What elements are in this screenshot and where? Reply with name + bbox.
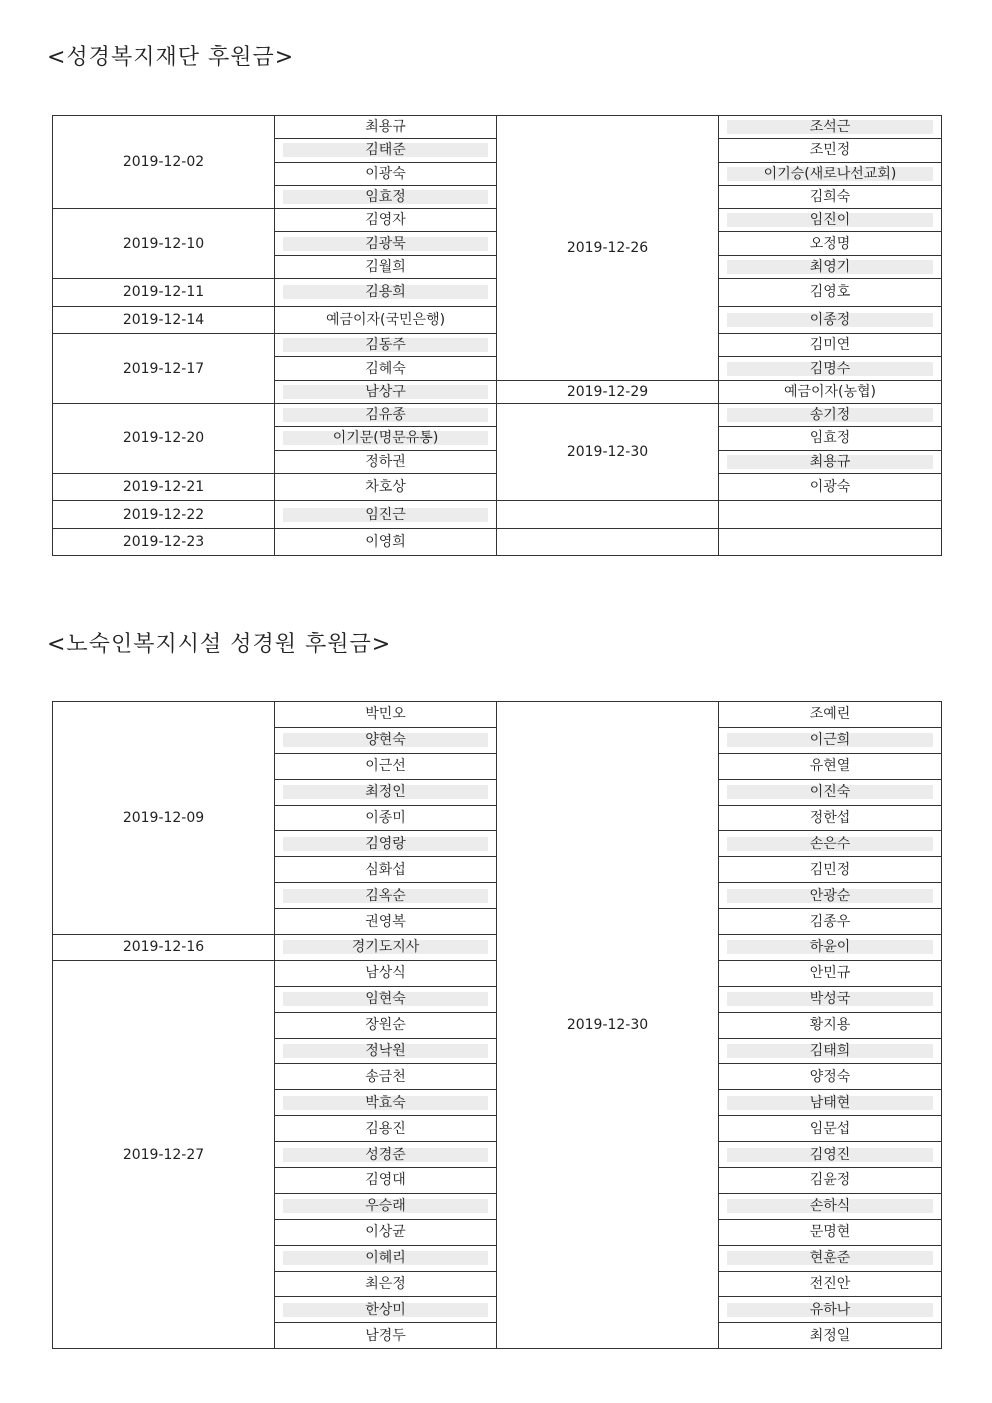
donor-name: 이종정 xyxy=(727,313,933,327)
donor-name: 김미연 xyxy=(809,337,851,354)
date-cell: 2019-12-02 xyxy=(53,116,275,209)
donor-name: 김태희 xyxy=(727,1044,933,1058)
donor-name: 이혜리 xyxy=(283,1251,488,1265)
donor-cell xyxy=(275,1193,497,1219)
donor-name: 이영희 xyxy=(365,534,406,551)
donor-cell xyxy=(275,960,497,986)
donor-cell xyxy=(275,1012,497,1038)
date-cell: 2019-12-30 xyxy=(497,702,719,1349)
donation-table-foundation xyxy=(52,115,942,556)
donor-cell xyxy=(719,779,942,805)
donor-name: 성경준 xyxy=(283,1148,488,1162)
donor-name: 권영복 xyxy=(365,913,406,930)
donor-cell xyxy=(719,1012,942,1038)
donor-name: 최용규 xyxy=(727,455,933,469)
donor-cell xyxy=(719,1297,942,1323)
donor-name: 한상미 xyxy=(283,1303,488,1317)
donor-cell xyxy=(719,427,942,450)
donor-name: 유현열 xyxy=(809,758,851,775)
donor-cell xyxy=(719,1116,942,1142)
table-row xyxy=(53,528,942,556)
donor-cell xyxy=(275,528,497,556)
donor-cell xyxy=(275,1116,497,1142)
donor-cell xyxy=(719,960,942,986)
donor-name: 정하권 xyxy=(365,453,406,470)
donor-name: 정한섭 xyxy=(809,810,851,826)
donor-name: 김민정 xyxy=(809,861,851,878)
donor-name: 예금이자(국민은행) xyxy=(325,311,446,328)
donor-name: 조예린 xyxy=(809,706,851,723)
donor-cell xyxy=(719,1219,942,1245)
donor-cell xyxy=(719,209,942,232)
donor-name: 김태준 xyxy=(283,143,488,157)
empty-cell xyxy=(719,501,942,529)
donor-cell xyxy=(275,501,497,529)
date-cell: 2019-12-11 xyxy=(53,279,275,307)
donor-name: 남상구 xyxy=(283,385,488,399)
donor-cell xyxy=(275,986,497,1012)
empty-cell xyxy=(719,528,942,556)
date-cell: 2019-12-26 xyxy=(497,116,719,381)
donor-name: 박효숙 xyxy=(283,1096,488,1110)
donor-name: 현훈준 xyxy=(727,1251,933,1265)
donor-cell xyxy=(275,727,497,753)
donor-cell xyxy=(275,357,497,380)
donor-cell xyxy=(275,209,497,232)
date-cell: 2019-12-23 xyxy=(53,528,275,556)
donor-name: 손은수 xyxy=(727,837,933,851)
date-cell: 2019-12-22 xyxy=(53,501,275,529)
donor-name: 이근희 xyxy=(727,733,933,747)
donor-name: 최정인 xyxy=(283,785,488,799)
section1-title: <성경복지재단 후원금> xyxy=(47,45,295,70)
donor-cell xyxy=(275,1219,497,1245)
donor-name: 임현숙 xyxy=(283,992,488,1006)
donor-cell xyxy=(275,450,497,473)
donor-name: 김동주 xyxy=(283,338,488,352)
donor-name: 김월희 xyxy=(365,258,406,275)
donor-cell xyxy=(275,831,497,857)
donor-name: 김영자 xyxy=(365,212,406,229)
donor-cell xyxy=(275,279,497,307)
donor-cell xyxy=(275,255,497,278)
donor-cell xyxy=(719,1038,942,1064)
donor-name: 최은정 xyxy=(365,1276,406,1293)
donor-name: 임효정 xyxy=(283,190,488,204)
donor-name: 정낙원 xyxy=(283,1044,488,1058)
section2-title: <노숙인복지시설 성경원 후원금> xyxy=(47,632,392,657)
donor-cell xyxy=(275,139,497,162)
donor-name: 이광숙 xyxy=(809,479,851,496)
date-cell: 2019-12-14 xyxy=(53,306,275,334)
donor-cell xyxy=(275,1064,497,1090)
donor-cell xyxy=(275,909,497,935)
donor-name: 남경두 xyxy=(365,1327,406,1344)
donor-name: 김옥순 xyxy=(283,889,488,903)
table-row xyxy=(53,116,942,139)
donor-cell xyxy=(275,306,497,334)
donor-name: 이광숙 xyxy=(365,165,406,182)
donor-name: 최영기 xyxy=(727,260,933,274)
donor-name: 이상균 xyxy=(365,1224,406,1241)
donor-cell xyxy=(719,380,942,403)
donor-name: 송금천 xyxy=(365,1068,406,1085)
donor-cell xyxy=(275,805,497,831)
date-cell: 2019-12-10 xyxy=(53,209,275,279)
table-row xyxy=(53,702,942,728)
donor-cell xyxy=(275,403,497,426)
donor-cell xyxy=(275,753,497,779)
donor-name: 양현숙 xyxy=(283,733,488,747)
donor-name: 우승래 xyxy=(283,1199,488,1213)
donor-name: 전진안 xyxy=(809,1276,851,1293)
donor-cell xyxy=(275,857,497,883)
donor-cell xyxy=(275,1038,497,1064)
donor-name: 심화섭 xyxy=(365,861,406,878)
donor-cell xyxy=(719,1064,942,1090)
donor-name: 이기승(새로나선교회) xyxy=(727,167,933,181)
donor-cell xyxy=(275,334,497,357)
donor-cell xyxy=(275,1323,497,1349)
donor-cell xyxy=(275,185,497,208)
donor-name: 양정숙 xyxy=(809,1068,851,1085)
donor-name: 김영진 xyxy=(727,1148,933,1162)
donor-cell xyxy=(719,1142,942,1168)
donor-cell xyxy=(275,427,497,450)
donor-cell xyxy=(275,883,497,909)
table-row xyxy=(53,403,942,426)
donor-cell xyxy=(719,139,942,162)
date-cell: 2019-12-17 xyxy=(53,334,275,404)
empty-cell xyxy=(497,501,719,529)
donor-cell xyxy=(719,162,942,185)
donor-cell xyxy=(719,986,942,1012)
donor-name: 손하식 xyxy=(727,1199,933,1213)
donor-name: 조석근 xyxy=(727,120,933,134)
donor-name: 하윤이 xyxy=(727,940,933,954)
donor-cell xyxy=(719,1271,942,1297)
date-cell: 2019-12-27 xyxy=(53,960,275,1348)
donor-name: 김용희 xyxy=(283,285,488,299)
donor-name: 김종우 xyxy=(809,913,851,930)
donor-name: 이근선 xyxy=(365,758,406,775)
donor-cell xyxy=(275,116,497,139)
donor-name: 김용진 xyxy=(365,1120,406,1137)
donor-name: 김유종 xyxy=(283,408,488,422)
donor-cell xyxy=(719,473,942,501)
donor-name: 황지용 xyxy=(809,1017,851,1034)
donor-name: 박성국 xyxy=(727,992,933,1006)
donor-cell xyxy=(275,1142,497,1168)
donor-cell xyxy=(719,185,942,208)
donor-name: 송기정 xyxy=(727,408,933,422)
donor-cell xyxy=(719,334,942,357)
donor-name: 김윤정 xyxy=(809,1172,851,1189)
donor-cell xyxy=(719,883,942,909)
donor-cell xyxy=(719,1323,942,1349)
donor-cell xyxy=(719,306,942,334)
donor-cell xyxy=(719,1090,942,1116)
donor-name: 임효정 xyxy=(809,430,851,447)
donor-cell xyxy=(275,1090,497,1116)
donor-name: 임문섭 xyxy=(809,1120,851,1137)
donor-name: 장원순 xyxy=(365,1017,406,1034)
donor-name: 안광순 xyxy=(727,889,933,903)
donor-cell xyxy=(719,255,942,278)
donor-name: 이종미 xyxy=(365,810,406,826)
donor-cell xyxy=(275,162,497,185)
donor-name: 이진숙 xyxy=(727,785,933,799)
donor-name: 남태현 xyxy=(727,1096,933,1110)
donation-table-shelter xyxy=(52,701,942,1349)
donor-cell xyxy=(275,380,497,403)
donor-cell xyxy=(719,727,942,753)
donor-cell xyxy=(719,279,942,307)
donor-name: 김희숙 xyxy=(809,189,851,206)
donor-cell xyxy=(719,935,942,961)
donor-cell xyxy=(275,935,497,961)
donor-cell xyxy=(719,753,942,779)
donor-name: 유하나 xyxy=(727,1303,933,1317)
donor-cell xyxy=(719,1168,942,1194)
donor-cell xyxy=(719,1193,942,1219)
donor-cell xyxy=(719,805,942,831)
donor-name: 문명현 xyxy=(809,1224,851,1241)
donor-cell xyxy=(719,857,942,883)
donor-name: 임진이 xyxy=(727,213,933,227)
donor-cell xyxy=(275,1271,497,1297)
date-cell: 2019-12-21 xyxy=(53,473,275,501)
donor-cell xyxy=(275,473,497,501)
date-cell: 2019-12-20 xyxy=(53,403,275,473)
donor-cell xyxy=(719,1245,942,1271)
donor-cell xyxy=(719,357,942,380)
donor-cell xyxy=(719,232,942,255)
donor-name: 조민정 xyxy=(809,142,851,159)
donor-name: 김영호 xyxy=(809,284,851,301)
donor-name: 박민오 xyxy=(365,706,406,723)
date-cell: 2019-12-16 xyxy=(53,935,275,961)
donor-cell xyxy=(719,116,942,139)
donor-name: 최용규 xyxy=(365,119,406,136)
donor-name: 남상식 xyxy=(365,965,406,982)
donor-cell xyxy=(719,702,942,728)
donor-cell xyxy=(275,1168,497,1194)
donor-name: 김영랑 xyxy=(283,837,488,851)
donor-cell xyxy=(719,909,942,935)
donor-name: 차호상 xyxy=(365,479,406,496)
table-row xyxy=(53,501,942,529)
donor-cell xyxy=(275,1245,497,1271)
empty-cell xyxy=(497,528,719,556)
donor-cell xyxy=(275,1297,497,1323)
date-cell: 2019-12-29 xyxy=(497,380,719,403)
donor-name: 오정명 xyxy=(809,235,851,252)
donor-name: 최정일 xyxy=(809,1327,851,1344)
donor-cell xyxy=(719,450,942,473)
donor-name: 예금이자(농협) xyxy=(783,383,877,400)
donor-name: 이기문(명문유통) xyxy=(283,431,488,445)
donor-name: 김영대 xyxy=(365,1172,406,1189)
date-cell: 2019-12-30 xyxy=(497,403,719,500)
donor-name: 경기도지사 xyxy=(283,940,488,954)
donor-cell xyxy=(275,779,497,805)
donor-name: 김혜숙 xyxy=(365,360,406,377)
donor-name: 김광묵 xyxy=(283,237,488,251)
date-cell: 2019-12-09 xyxy=(53,702,275,935)
donor-name: 임진근 xyxy=(283,508,488,522)
donor-cell xyxy=(275,232,497,255)
donor-cell xyxy=(719,403,942,426)
donor-name: 안민규 xyxy=(809,965,851,982)
donor-name: 김명수 xyxy=(727,362,933,376)
donor-cell xyxy=(275,702,497,728)
donor-cell xyxy=(719,831,942,857)
